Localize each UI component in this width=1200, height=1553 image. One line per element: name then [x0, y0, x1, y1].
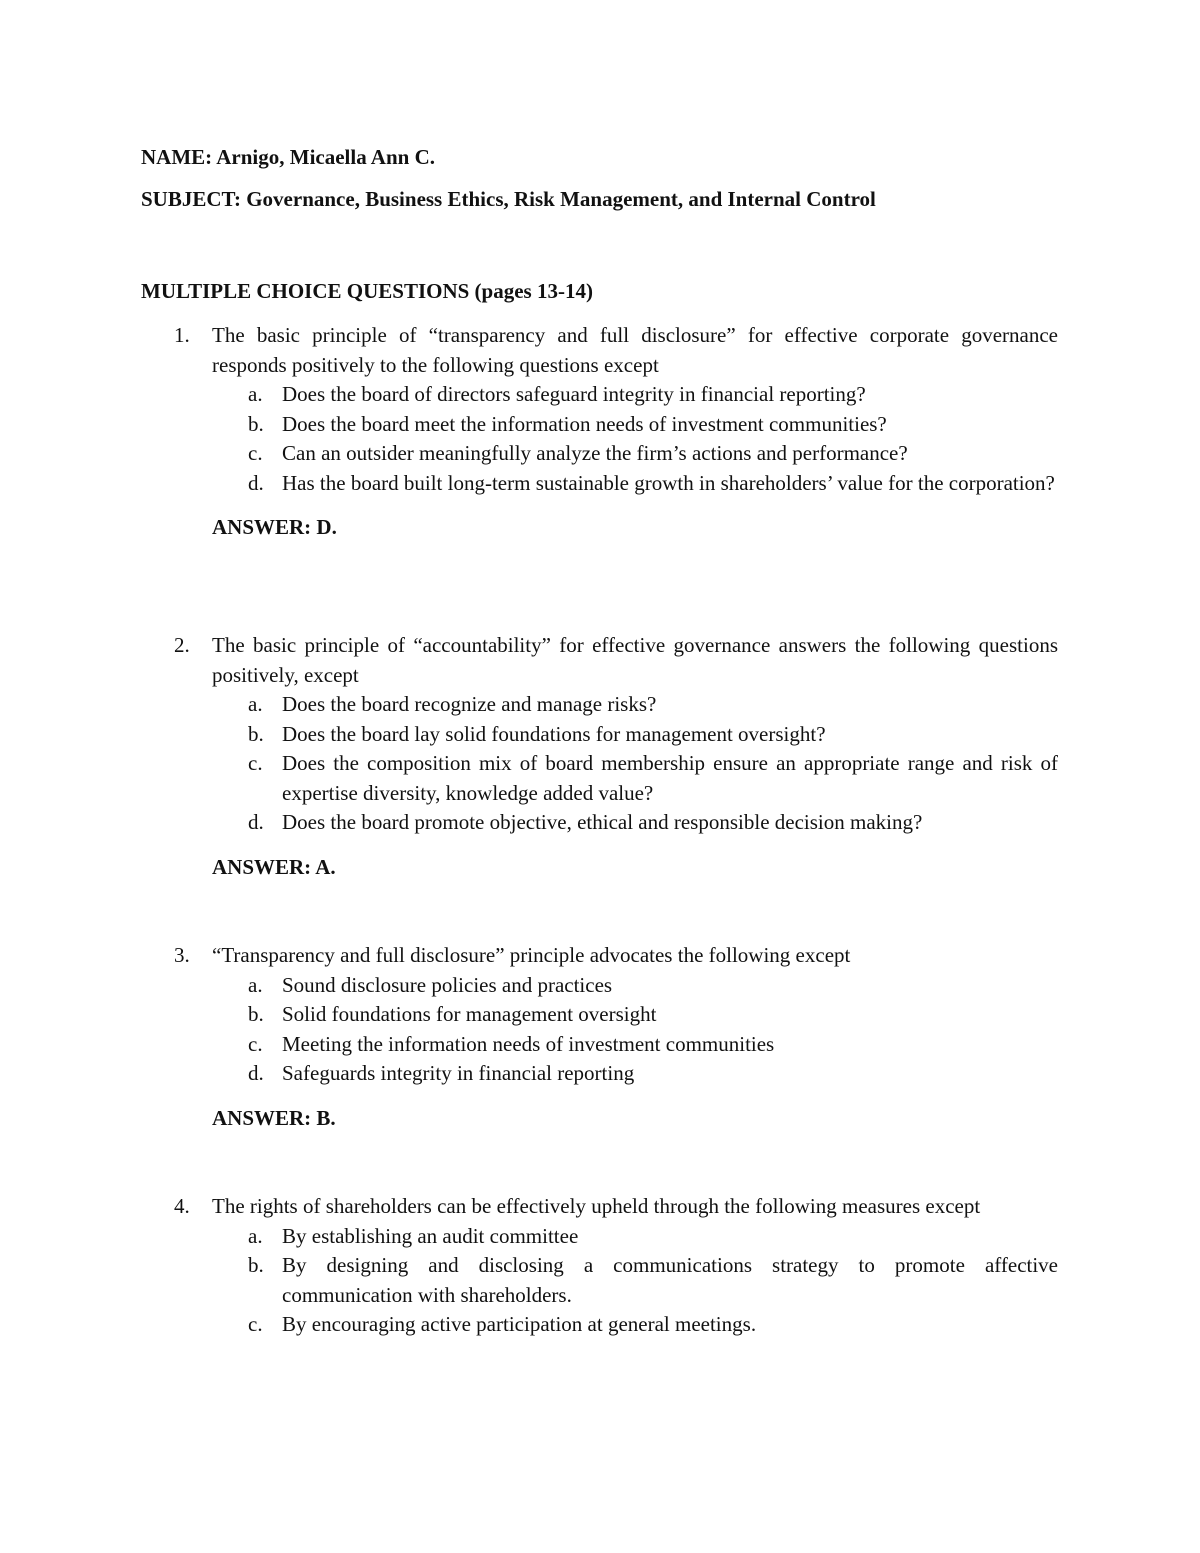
option-text: Does the board lay solid foundations for management oversight? [282, 721, 826, 746]
option-text: Does the board recognize and manage risks? [282, 692, 657, 716]
option-b [141, 410, 1058, 440]
question-2 [141, 631, 1058, 882]
section-title: MULTIPLE CHOICE QUESTIONS (pages 13-14) [141, 279, 593, 303]
question-text: The basic principle of “accountability” for effective governance answers the following questions positively, except [212, 633, 1058, 687]
option-a [141, 690, 1058, 720]
option-text: Sound disclosure policies and practices [282, 972, 613, 997]
answer-label: ANSWER: D. [212, 515, 337, 539]
option-text: Safeguards integrity in financial reporting [282, 1061, 635, 1085]
question-text: The rights of shareholders can be effectively upheld through the following measures except [212, 1194, 981, 1218]
option-c [141, 1310, 1058, 1340]
option-letter: a. [248, 1223, 263, 1248]
option-letter: b. [248, 721, 264, 746]
question-number: 3. [174, 943, 190, 967]
option-d [141, 469, 1058, 499]
option-letter: d. [248, 810, 264, 834]
question-3 [141, 941, 1058, 1133]
option-letter: a. [248, 692, 263, 716]
option-text: By establishing an audit committee [282, 1223, 579, 1248]
question-number: 1. [174, 323, 190, 347]
option-text: Has the board built long-term sustainable growth in shareholders’ value for the corporation? [282, 470, 1055, 495]
option-letter: b. [248, 411, 264, 436]
option-letter: b. [248, 1253, 264, 1277]
option-letter: c. [248, 1312, 263, 1336]
option-letter: d. [248, 1061, 264, 1085]
option-c [141, 749, 1058, 808]
option-a [141, 380, 1058, 410]
option-letter: d. [248, 470, 264, 495]
option-letter: c. [248, 751, 263, 775]
student-name: NAME: Arnigo, Micaella Ann C. [141, 145, 435, 169]
question-number: 2. [174, 633, 190, 657]
option-letter: a. [248, 382, 263, 406]
option-a [141, 971, 1058, 1001]
option-text: Does the board promote objective, ethical and responsible decision making? [282, 810, 923, 834]
answer-label: ANSWER: B. [212, 1105, 336, 1130]
option-c [141, 1030, 1058, 1060]
option-b [141, 1251, 1058, 1310]
option-text: Does the board meet the information needs of investment communities? [282, 411, 887, 436]
option-letter: a. [248, 972, 263, 997]
option-text: Solid foundations for management oversight [282, 1002, 657, 1026]
option-list [141, 690, 1058, 838]
question-text: The basic principle of “transparency and full disclosure” for effective corporate governance responds positively to the following questions except [212, 323, 1058, 377]
option-c [141, 439, 1058, 469]
option-a [141, 1222, 1058, 1252]
option-letter: c. [248, 441, 263, 465]
option-letter: c. [248, 1031, 263, 1056]
question-4 [141, 1192, 1058, 1340]
subject-line: SUBJECT: Governance, Business Ethics, Risk Management, and Internal Control [141, 187, 876, 211]
option-list [141, 1222, 1058, 1340]
option-text: Can an outsider meaningfully analyze the firm’s actions and performance? [282, 441, 908, 465]
question-number: 4. [174, 1194, 190, 1218]
question-text: “Transparency and full disclosure” principle advocates the following except [212, 943, 851, 967]
option-d [141, 1059, 1058, 1089]
option-text: Does the board of directors safeguard integrity in financial reporting? [282, 382, 866, 406]
option-text: By designing and disclosing a communications strategy to promote affective communication with shareholders. [282, 1253, 1058, 1307]
option-list [141, 971, 1058, 1089]
option-text: Meeting the information needs of investment communities [282, 1031, 775, 1056]
option-b [141, 720, 1058, 750]
option-text: By encouraging active participation at general meetings. [282, 1312, 757, 1336]
option-letter: b. [248, 1002, 264, 1026]
answer-label: ANSWER: A. [212, 854, 336, 879]
option-b [141, 1000, 1058, 1030]
option-text: Does the composition mix of board membership ensure an appropriate range and risk of expertise diversity, knowledge added value? [282, 751, 1058, 805]
option-list [141, 380, 1058, 498]
question-1 [141, 321, 1058, 543]
option-d [141, 808, 1058, 838]
